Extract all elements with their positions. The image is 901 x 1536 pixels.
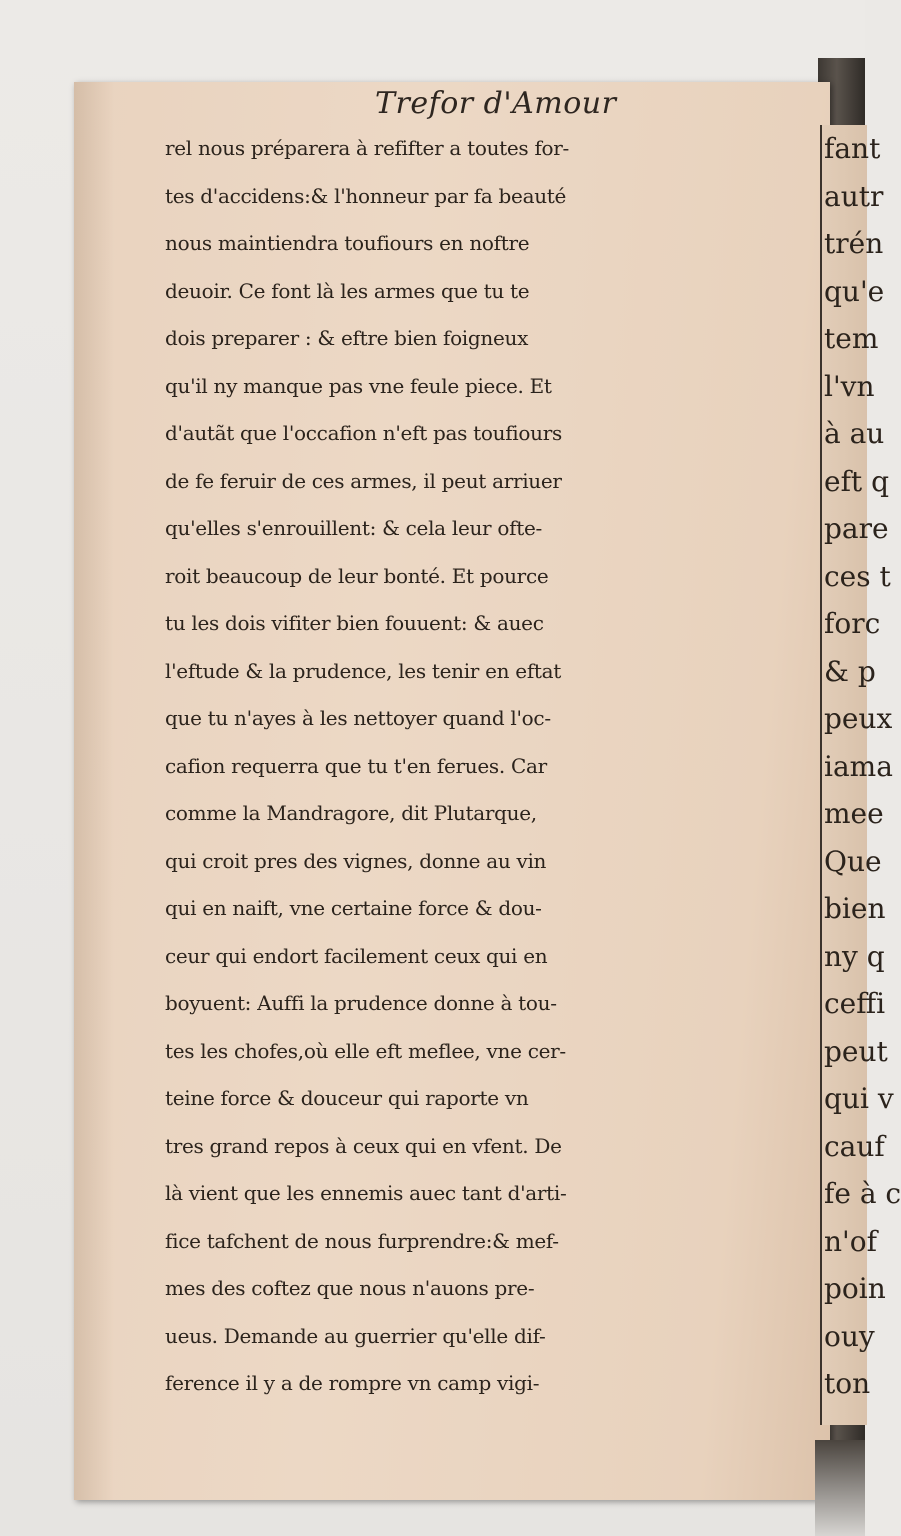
facing-page-line: qui v — [824, 1082, 894, 1115]
text-line: teine force & douceur qui raporte vn — [165, 1086, 529, 1110]
facing-page-line: ouy — [824, 1319, 875, 1353]
text-line: que tu n'ayes à les nettoyer quand l'oc- — [165, 706, 551, 730]
facing-page-line: ton — [824, 1367, 871, 1400]
facing-page-fragment — [820, 125, 901, 1425]
facing-page-line: & p — [824, 654, 876, 688]
text-line: ueus. Demande au guerrier qu'elle dif- — [165, 1323, 546, 1348]
text-line: rel nous préparera à refifter a toutes for- — [165, 136, 570, 160]
text-line: tres grand repos à ceux qui en vfent. De — [165, 1133, 562, 1158]
text-line: deuoir. Ce font là les armes que tu te — [165, 278, 530, 303]
facing-page-line: peux — [824, 702, 893, 735]
text-line: tu les dois vifiter bien fouuent: & auec — [165, 611, 544, 635]
facing-page-line: eft q — [824, 464, 890, 498]
text-line: tes d'accidens:& l'honneur par fa beauté — [165, 183, 567, 208]
facing-page-line: ceffi — [824, 987, 886, 1020]
facing-page-line: tem — [824, 322, 879, 355]
facing-page-line: ny q — [824, 939, 885, 973]
facing-page-line: trén — [824, 227, 884, 260]
text-line: roit beaucoup de leur bonté. Et pource — [165, 563, 549, 588]
text-line: qu'il ny manque pas vne feule piece. Et — [165, 373, 552, 398]
text-line: qu'elles s'enrouillent: & cela leur ofte- — [165, 516, 542, 540]
facing-page-line: à au — [824, 417, 885, 450]
text-line: fice tafchent de nous furprendre:& mef- — [165, 1228, 559, 1253]
facing-page-line: pare — [824, 512, 889, 545]
facing-page-line: qu'e — [824, 274, 885, 308]
text-line: qui en naift, vne certaine force & dou- — [165, 896, 542, 920]
page-text-block — [165, 125, 820, 1425]
facing-page-line: cauf — [824, 1129, 885, 1163]
text-line: cafion requerra que tu t'en ferues. Car — [165, 753, 547, 778]
facing-page-line: poin — [824, 1272, 886, 1305]
facing-page-line: mee — [824, 797, 884, 830]
text-line: boyuent: Auffi la prudence donne à tou- — [165, 991, 557, 1015]
text-line: qui croit pres des vignes, donne au vin — [165, 848, 547, 873]
facing-page-line: forc — [824, 607, 881, 640]
text-line: ference il y a de rompre vn camp vigi- — [165, 1371, 540, 1395]
page-gutter-shadow — [74, 82, 114, 1500]
text-line: l'eftude & la prudence, les tenir en eftat — [165, 658, 562, 683]
facing-page-line: iama — [824, 749, 893, 783]
text-line: comme la Mandragore, dit Plutarque, — [165, 801, 537, 825]
facing-page-line: autr — [824, 179, 884, 213]
text-line: dois preparer : & eftre bien foigneux — [165, 326, 529, 350]
text-line: de fe feruir de ces armes, il peut arriuer — [165, 468, 562, 493]
facing-page-line: bien — [824, 892, 886, 925]
text-line: nous maintiendra toufiours en noftre — [165, 231, 530, 255]
text-line: d'autãt que l'occafion n'eft pas toufiours — [165, 421, 562, 445]
running-head: Trefor d'Amour — [375, 86, 617, 121]
facing-page-line: peut — [824, 1034, 888, 1068]
facing-page-line: fe à c — [824, 1177, 901, 1210]
facing-page-line: n'of — [824, 1224, 877, 1258]
text-line: mes des coftez que nous n'auons pre- — [165, 1276, 535, 1300]
facing-page-line: fant — [824, 132, 881, 165]
facing-page-line: Que — [824, 844, 882, 878]
text-line: ceur qui endort facilement ceux qui en — [165, 943, 548, 968]
text-line: tes les chofes,où elle eft meflee, vne cer- — [165, 1038, 566, 1063]
text-line: là vient que les ennemis auec tant d'arti- — [165, 1181, 567, 1205]
facing-page-line: l'vn — [824, 369, 875, 403]
facing-page-line: ces t — [824, 559, 891, 593]
bottom-edge-shadow — [815, 1440, 865, 1536]
